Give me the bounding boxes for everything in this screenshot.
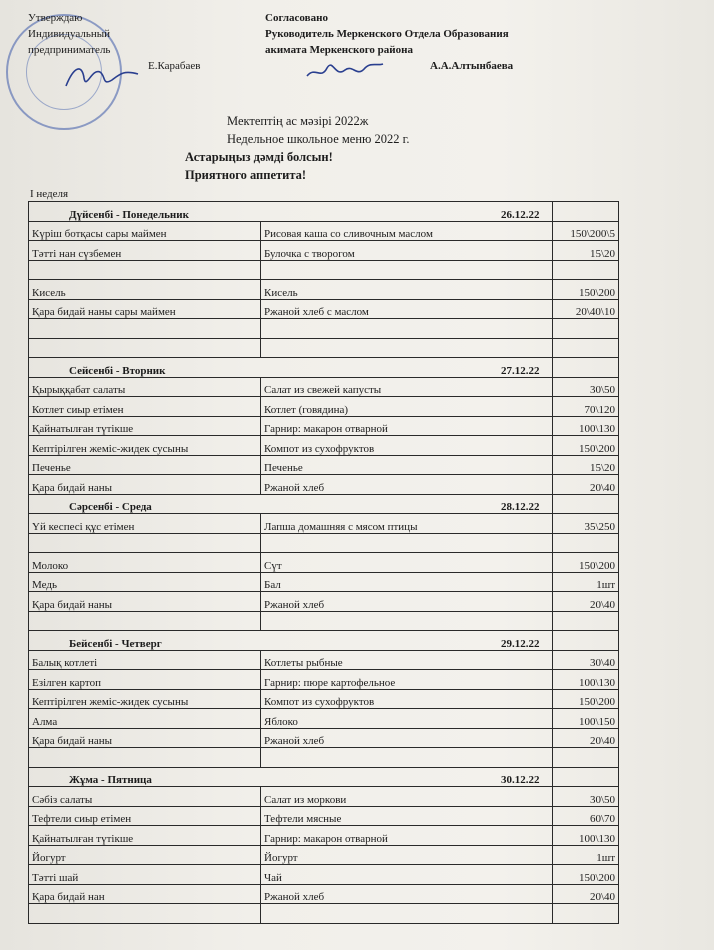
wish-kazakh: Астарыңыз дәмді болсын!: [185, 150, 333, 164]
day-name: [29, 631, 553, 651]
dish-russian: [261, 319, 553, 339]
dish-kazakh: Кептірілген жеміс-жидек сусыны: [29, 436, 261, 456]
day-header-row: [29, 494, 619, 514]
dish-kazakh: [29, 533, 261, 553]
table-row: [29, 514, 619, 534]
dish-russian: Гарнир: макарон отварной: [261, 416, 553, 436]
portion-value: 70\120: [553, 397, 619, 417]
dish-russian: Тефтели мясные: [261, 806, 553, 826]
day-name-text: Сейсенбі - Вторник: [69, 364, 166, 377]
table-row: [29, 611, 619, 631]
dish-kazakh: Үй кеспесі құс етімен: [29, 514, 261, 534]
table-row: [29, 221, 619, 241]
dish-kazakh: Молоко: [29, 553, 261, 573]
week-label: I неделя: [30, 188, 69, 200]
portion-value: 100\130: [553, 670, 619, 690]
dish-kazakh: Сәбіз салаты: [29, 787, 261, 807]
day-name: [29, 358, 553, 378]
dish-russian: Яблоко: [261, 709, 553, 729]
day-name: [29, 202, 553, 222]
title-russian: Недельное школьное меню 2022 г.: [227, 132, 410, 146]
day-value-cell: [553, 358, 619, 378]
dish-kazakh: Тәтті нан сүзбемен: [29, 241, 261, 261]
menu-titles: [185, 112, 409, 184]
dish-kazakh: Қайнатылған түтікше: [29, 416, 261, 436]
dish-kazakh: Алма: [29, 709, 261, 729]
title-kazakh: Мектептің ас мәзірі 2022ж: [227, 114, 369, 128]
dish-kazakh: Йогурт: [29, 845, 261, 865]
dish-russian: Ржаной хлеб с маслом: [261, 299, 553, 319]
portion-value: 20\40: [553, 884, 619, 904]
dish-kazakh: Күріш ботқасы сары маймен: [29, 221, 261, 241]
table-row: [29, 728, 619, 748]
portion-value: 100\150: [553, 709, 619, 729]
dish-russian: Гарнир: пюре картофельное: [261, 670, 553, 690]
table-row: [29, 241, 619, 261]
table-row: [29, 416, 619, 436]
day-header-row: [29, 631, 619, 651]
portion-value: [553, 533, 619, 553]
portion-value: [553, 260, 619, 280]
day-date: 26.12.22: [501, 208, 540, 221]
portion-value: 20\40: [553, 592, 619, 612]
table-row: [29, 748, 619, 768]
dish-russian: [261, 611, 553, 631]
dish-kazakh: [29, 748, 261, 768]
dish-russian: Салат из свежей капусты: [261, 377, 553, 397]
dish-russian: Печенье: [261, 455, 553, 475]
dish-kazakh: [29, 260, 261, 280]
day-header-row: [29, 767, 619, 787]
approval-line1: Индивидуальный: [28, 28, 110, 40]
dish-russian: Йогурт: [261, 845, 553, 865]
table-row: [29, 338, 619, 358]
dish-kazakh: [29, 338, 261, 358]
approval-name: Е.Карабаев: [148, 60, 201, 72]
dish-kazakh: [29, 904, 261, 924]
wish-russian: Приятного аппетита!: [185, 168, 307, 182]
dish-russian: Ржаной хлеб: [261, 728, 553, 748]
dish-russian: [261, 533, 553, 553]
day-value-cell: [553, 767, 619, 787]
table-row: [29, 845, 619, 865]
dish-russian: Котлет (говядина): [261, 397, 553, 417]
portion-value: 150\200: [553, 689, 619, 709]
dish-kazakh: Печенье: [29, 455, 261, 475]
dish-russian: Гарнир: макарон отварной: [261, 826, 553, 846]
dish-russian: Ржаной хлеб: [261, 592, 553, 612]
menu-table: [28, 201, 619, 924]
day-date: 30.12.22: [501, 774, 540, 786]
agreement-title: Согласовано: [265, 12, 328, 24]
day-name-text: Бейсенбі - Четверг: [69, 637, 162, 650]
dish-russian: Котлеты рыбные: [261, 650, 553, 670]
dish-kazakh: [29, 319, 261, 339]
portion-value: 1шт: [553, 572, 619, 592]
approval-title: Утверждаю: [28, 12, 83, 24]
dish-kazakh: Езілген картоп: [29, 670, 261, 690]
dish-russian: Булочка с творогом: [261, 241, 553, 261]
table-row: [29, 865, 619, 885]
table-row: [29, 319, 619, 339]
portion-value: [553, 904, 619, 924]
portion-value: 20\40\10: [553, 299, 619, 319]
dish-russian: Рисовая каша со сливочным маслом: [261, 221, 553, 241]
table-row: [29, 280, 619, 300]
portion-value: 15\20: [553, 241, 619, 261]
dish-kazakh: Балық котлеті: [29, 650, 261, 670]
table-row: [29, 592, 619, 612]
table-row: [29, 650, 619, 670]
dish-russian: Ржаной хлеб: [261, 475, 553, 495]
portion-value: 150\200\5: [553, 221, 619, 241]
table-row: [29, 260, 619, 280]
day-header-row: [29, 202, 619, 222]
portion-value: 30\40: [553, 650, 619, 670]
dish-kazakh: Қара бидай наны: [29, 475, 261, 495]
portion-value: 100\130: [553, 826, 619, 846]
portion-value: 15\20: [553, 455, 619, 475]
portion-value: 100\130: [553, 416, 619, 436]
dish-kazakh: Қара бидай наны сары маймен: [29, 299, 261, 319]
approval-line2: предприниматель: [28, 44, 111, 56]
dish-kazakh: Қырыққабат салаты: [29, 377, 261, 397]
signature-left: [62, 60, 142, 94]
table-row: [29, 553, 619, 573]
dish-kazakh: Қара бидай нан: [29, 884, 261, 904]
dish-kazakh: [29, 611, 261, 631]
portion-value: 150\200: [553, 280, 619, 300]
table-row: [29, 436, 619, 456]
portion-value: [553, 338, 619, 358]
dish-russian: Компот из сухофруктов: [261, 689, 553, 709]
dish-russian: [261, 904, 553, 924]
portion-value: [553, 319, 619, 339]
day-name: [29, 767, 553, 787]
dish-russian: [261, 748, 553, 768]
portion-value: 150\200: [553, 553, 619, 573]
table-row: [29, 397, 619, 417]
day-date: 28.12.22: [501, 501, 540, 513]
signature-right: [305, 56, 385, 88]
dish-kazakh: Котлет сиыр етімен: [29, 397, 261, 417]
day-value-cell: [553, 494, 619, 514]
table-row: [29, 884, 619, 904]
dish-russian: Лапша домашняя с мясом птицы: [261, 514, 553, 534]
dish-russian: Кисель: [261, 280, 553, 300]
portion-value: 1шт: [553, 845, 619, 865]
table-row: [29, 787, 619, 807]
dish-russian: Компот из сухофруктов: [261, 436, 553, 456]
dish-kazakh: Қара бидай наны: [29, 728, 261, 748]
portion-value: [553, 748, 619, 768]
dish-kazakh: Кептірілген жеміс-жидек сусыны: [29, 689, 261, 709]
day-date: 29.12.22: [501, 637, 540, 650]
portion-value: 30\50: [553, 377, 619, 397]
dish-kazakh: Кисель: [29, 280, 261, 300]
table-row: [29, 689, 619, 709]
dish-russian: Чай: [261, 865, 553, 885]
portion-value: 20\40: [553, 475, 619, 495]
portion-value: 60\70: [553, 806, 619, 826]
portion-value: 35\250: [553, 514, 619, 534]
table-row: [29, 475, 619, 495]
dish-russian: Ржаной хлеб: [261, 884, 553, 904]
dish-russian: Сүт: [261, 553, 553, 573]
portion-value: 150\200: [553, 865, 619, 885]
dish-russian: Бал: [261, 572, 553, 592]
portion-value: [553, 611, 619, 631]
day-header-row: [29, 358, 619, 378]
table-row: [29, 299, 619, 319]
day-name-text: Дүйсенбі - Понедельник: [69, 208, 189, 221]
dish-russian: [261, 260, 553, 280]
day-value-cell: [553, 631, 619, 651]
dish-kazakh: Тефтели сиыр етімен: [29, 806, 261, 826]
dish-russian: Салат из моркови: [261, 787, 553, 807]
dish-kazakh: Тәтті шай: [29, 865, 261, 885]
table-row: [29, 670, 619, 690]
dish-russian: [261, 338, 553, 358]
table-row: [29, 455, 619, 475]
table-row: [29, 533, 619, 553]
table-row: [29, 904, 619, 924]
agreement-name: А.А.Алтынбаева: [430, 60, 514, 72]
dish-kazakh: Қара бидай наны: [29, 592, 261, 612]
portion-value: 30\50: [553, 787, 619, 807]
portion-value: 20\40: [553, 728, 619, 748]
table-row: [29, 826, 619, 846]
table-row: [29, 572, 619, 592]
dish-kazakh: Қайнатылған түтікше: [29, 826, 261, 846]
agreement-line1: Руководитель Меркенского Отдела Образования: [265, 28, 509, 40]
day-date: 27.12.22: [501, 364, 540, 377]
portion-value: 150\200: [553, 436, 619, 456]
table-row: [29, 709, 619, 729]
day-name-text: Сәрсенбі - Среда: [69, 501, 152, 513]
table-row: [29, 377, 619, 397]
agreement-line2: акимата Меркенского района: [265, 44, 413, 56]
day-value-cell: [553, 202, 619, 222]
day-name-text: Жұма - Пятница: [69, 774, 152, 786]
day-name: [29, 494, 553, 514]
dish-kazakh: Медь: [29, 572, 261, 592]
table-row: [29, 806, 619, 826]
